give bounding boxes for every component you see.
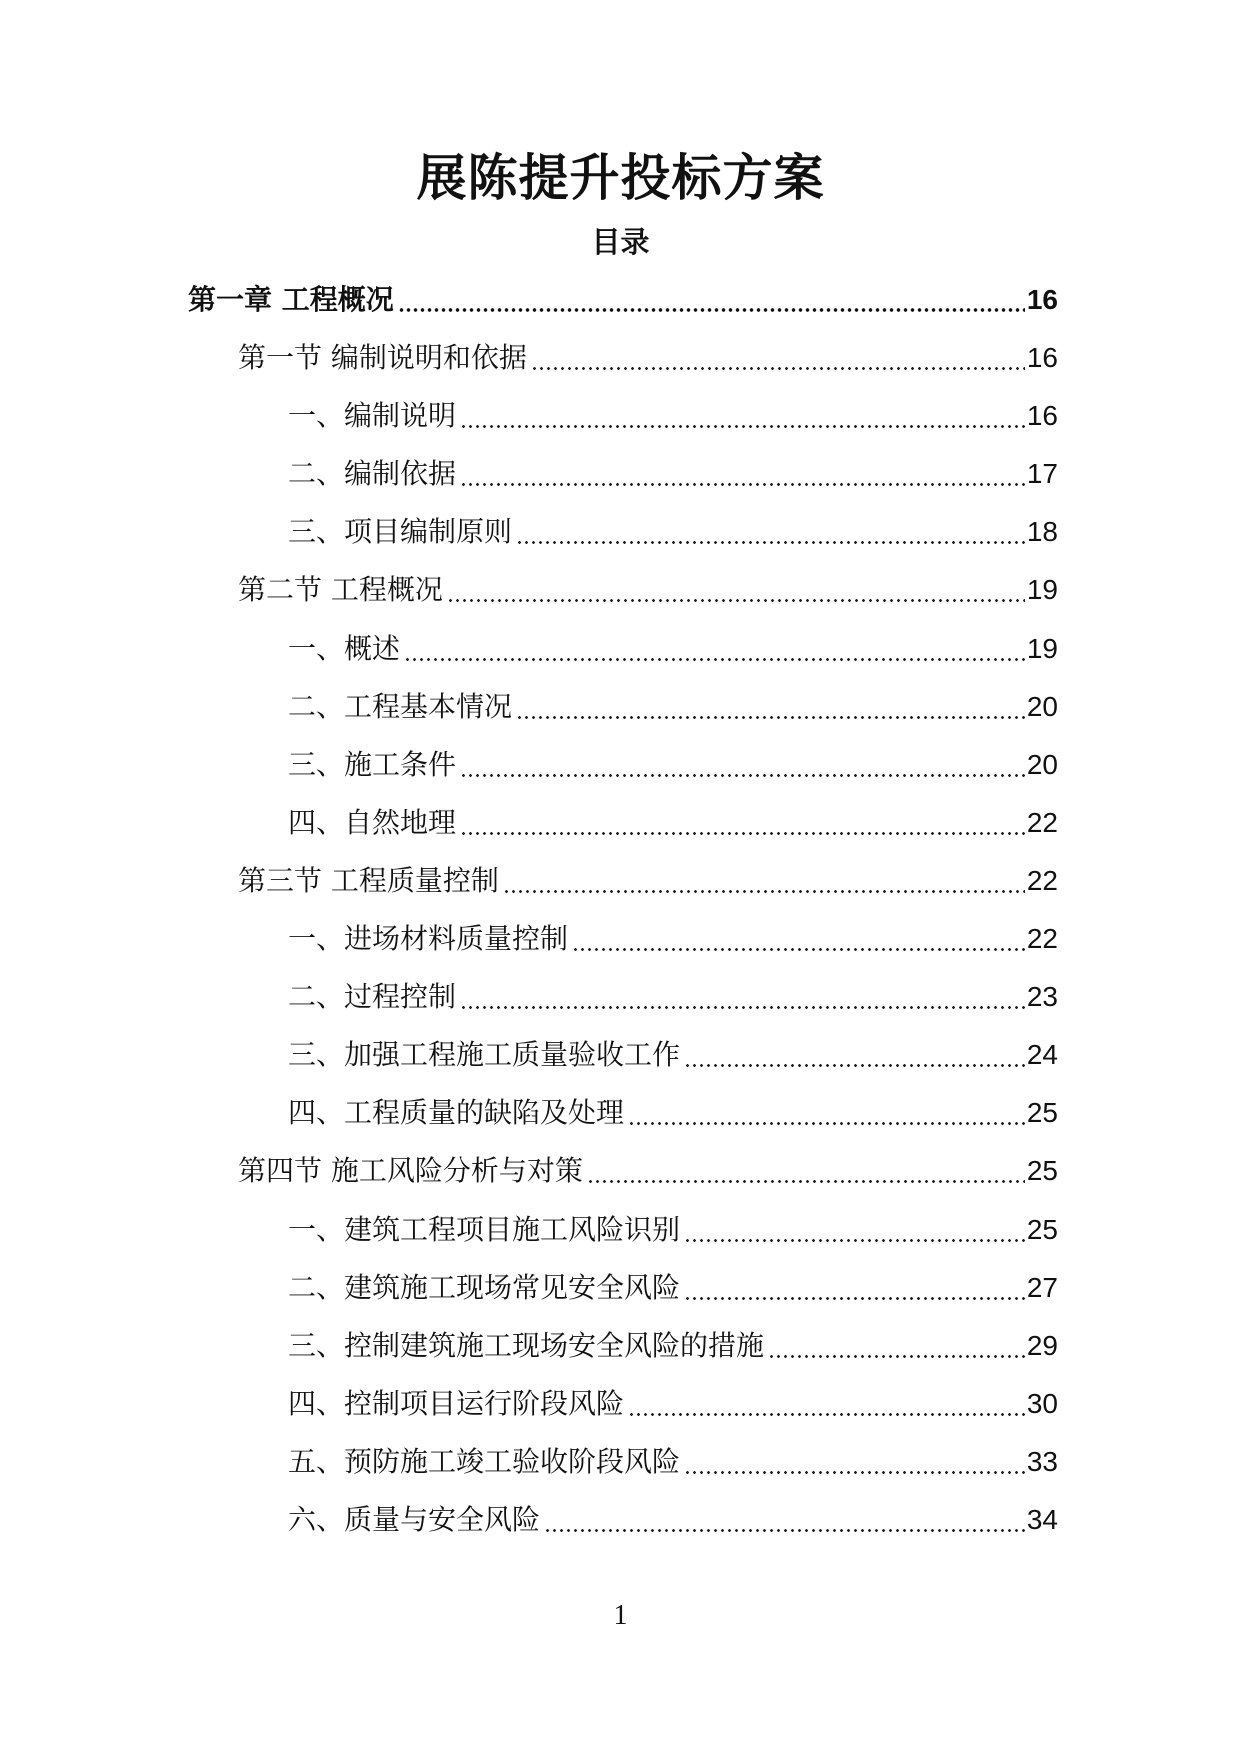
toc-entry-subsection[interactable] bbox=[0, 1382, 1241, 1440]
toc-entry-subsection[interactable] bbox=[0, 394, 1241, 452]
toc-entry-label: 三、加强工程施工质量验收工作 bbox=[288, 1038, 681, 1072]
toc-entry-page: 23 bbox=[1026, 981, 1058, 1013]
toc-entry-label: 三、施工条件 bbox=[288, 747, 457, 781]
toc-entry-page: 19 bbox=[1026, 632, 1058, 664]
document-title: 展陈提升投标方案 bbox=[416, 149, 825, 207]
toc-entry-section[interactable] bbox=[0, 859, 1241, 917]
toc-entry-subsection[interactable] bbox=[0, 801, 1241, 859]
toc-entry-subsection[interactable] bbox=[0, 1091, 1241, 1149]
toc-entry-page: 27 bbox=[1026, 1271, 1058, 1303]
toc-entry-label: 第三节 工程质量控制 bbox=[238, 863, 499, 897]
toc-entry-page: 25 bbox=[1026, 1213, 1058, 1245]
toc-entry-subsection[interactable] bbox=[0, 452, 1241, 510]
toc-entry-label: 第二节 工程概况 bbox=[238, 573, 443, 607]
toc-entry-label: 一、进场材料质量控制 bbox=[288, 922, 569, 956]
toc-entry-page: 33 bbox=[1026, 1445, 1058, 1477]
dot-leader bbox=[572, 948, 1025, 951]
toc-entry-label: 四、自然地理 bbox=[288, 805, 457, 839]
table-of-contents bbox=[0, 278, 1241, 1556]
dot-leader bbox=[587, 1180, 1025, 1183]
toc-entry-page: 30 bbox=[1026, 1387, 1058, 1419]
dot-leader bbox=[628, 1413, 1025, 1416]
toc-entry-subsection[interactable] bbox=[0, 743, 1241, 801]
toc-entry-page: 22 bbox=[1026, 864, 1058, 896]
toc-entry-page: 34 bbox=[1026, 1503, 1058, 1535]
dot-leader bbox=[460, 425, 1025, 428]
toc-entry-page: 20 bbox=[1026, 748, 1058, 780]
toc-entry-label: 二、编制依据 bbox=[288, 457, 457, 491]
toc-entry-subsection[interactable] bbox=[0, 1498, 1241, 1556]
toc-entry-label: 二、建筑施工现场常见安全风险 bbox=[288, 1270, 681, 1304]
toc-entry-label: 一、编制说明 bbox=[288, 399, 457, 433]
toc-entry-subsection[interactable] bbox=[0, 1266, 1241, 1324]
toc-entry-subsection[interactable] bbox=[0, 627, 1241, 685]
toc-entry-subsection[interactable] bbox=[0, 685, 1241, 743]
toc-entry-subsection[interactable] bbox=[0, 1033, 1241, 1091]
toc-entry-section[interactable] bbox=[0, 336, 1241, 394]
toc-entry-page: 24 bbox=[1026, 1039, 1058, 1071]
toc-entry-page: 16 bbox=[1026, 400, 1058, 432]
toc-entry-subsection[interactable] bbox=[0, 1440, 1241, 1498]
toc-entry-section[interactable] bbox=[0, 1149, 1241, 1207]
toc-entry-page: 25 bbox=[1026, 1155, 1058, 1187]
dot-leader bbox=[684, 1239, 1025, 1242]
dot-leader bbox=[544, 1529, 1025, 1532]
toc-entry-page: 17 bbox=[1026, 458, 1058, 490]
toc-entry-label: 一、建筑工程项目施工风险识别 bbox=[288, 1212, 681, 1246]
dot-leader bbox=[404, 658, 1025, 661]
dot-leader bbox=[684, 1471, 1025, 1474]
toc-entry-label: 第一章 工程概况 bbox=[188, 283, 394, 316]
toc-entry-page: 25 bbox=[1026, 1097, 1058, 1129]
toc-entry-label: 四、控制项目运行阶段风险 bbox=[288, 1386, 625, 1420]
toc-entry-page: 22 bbox=[1026, 806, 1058, 838]
toc-entry-page: 20 bbox=[1026, 690, 1058, 722]
toc-entry-label: 第四节 施工风险分析与对策 bbox=[238, 1154, 583, 1188]
dot-leader bbox=[398, 308, 1025, 312]
dot-leader bbox=[516, 541, 1025, 544]
toc-entry-label: 六、质量与安全风险 bbox=[288, 1502, 541, 1536]
toc-entry-label: 三、控制建筑施工现场安全风险的措施 bbox=[288, 1328, 765, 1362]
toc-entry-page: 18 bbox=[1026, 516, 1058, 548]
dot-leader bbox=[531, 367, 1025, 370]
toc-heading: 目录 bbox=[591, 225, 650, 259]
dot-leader bbox=[684, 1297, 1025, 1300]
toc-entry-subsection[interactable] bbox=[0, 917, 1241, 975]
dot-leader bbox=[768, 1355, 1025, 1358]
toc-entry-subsection[interactable] bbox=[0, 1208, 1241, 1266]
toc-entry-page: 22 bbox=[1026, 923, 1058, 955]
dot-leader bbox=[628, 1122, 1025, 1125]
dot-leader bbox=[516, 716, 1025, 719]
toc-entry-subsection[interactable] bbox=[0, 975, 1241, 1033]
toc-entry-page: 16 bbox=[1026, 342, 1058, 374]
toc-entry-label: 三、项目编制原则 bbox=[288, 515, 513, 549]
toc-entry-page: 19 bbox=[1026, 574, 1058, 606]
dot-leader bbox=[447, 599, 1025, 602]
toc-entry-page: 29 bbox=[1026, 1329, 1058, 1361]
toc-entry-label: 第一节 编制说明和依据 bbox=[238, 341, 527, 375]
toc-entry-subsection[interactable] bbox=[0, 1324, 1241, 1382]
toc-entry-label: 四、工程质量的缺陷及处理 bbox=[288, 1096, 625, 1130]
dot-leader bbox=[460, 483, 1025, 486]
toc-entry-label: 一、概述 bbox=[288, 631, 401, 665]
dot-leader bbox=[503, 890, 1025, 893]
toc-entry-page: 16 bbox=[1026, 284, 1058, 315]
page-number: 1 bbox=[613, 1600, 628, 1631]
dot-leader bbox=[460, 832, 1025, 835]
toc-entry-subsection[interactable] bbox=[0, 510, 1241, 568]
toc-entry-chapter[interactable] bbox=[0, 278, 1241, 336]
toc-entry-label: 二、过程控制 bbox=[288, 980, 457, 1014]
toc-entry-label: 五、预防施工竣工验收阶段风险 bbox=[288, 1444, 681, 1478]
toc-entry-label: 二、工程基本情况 bbox=[288, 689, 513, 723]
dot-leader bbox=[460, 774, 1025, 777]
dot-leader bbox=[460, 1006, 1025, 1009]
dot-leader bbox=[684, 1064, 1025, 1067]
toc-entry-section[interactable] bbox=[0, 568, 1241, 626]
